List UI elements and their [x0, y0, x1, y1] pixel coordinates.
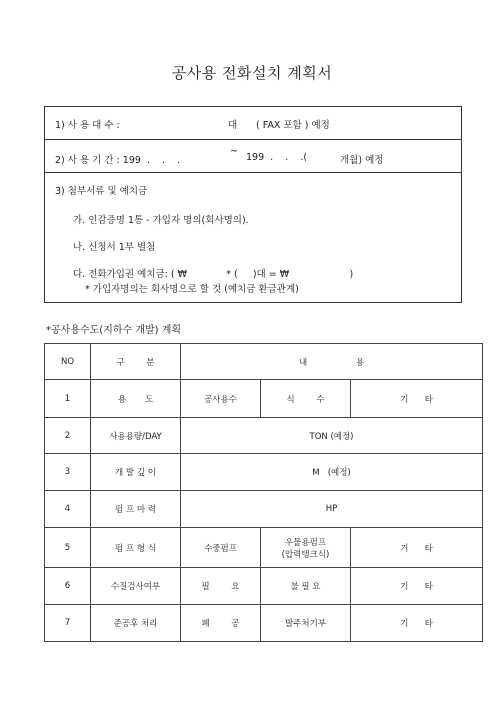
- usage-period-label: 2) 사 용 기 간 : 199 . . .: [55, 155, 181, 166]
- header-no: NO: [45, 344, 91, 380]
- table-row: [45, 418, 483, 454]
- table-row: [45, 528, 483, 568]
- row-cell-line: 우물용펌프: [284, 537, 327, 548]
- row-cell: 불 필 요: [261, 568, 351, 605]
- usage-period-mid: 199 . . .(: [246, 152, 308, 163]
- row-label: 개 발 깊 이: [91, 454, 181, 491]
- row-label: 수질검사여부: [91, 568, 181, 605]
- attachments-row: [45, 173, 461, 302]
- attachment-c: 다. 전화가입권 예치금: ( ₩ * ( )대 = ₩ ): [73, 269, 354, 280]
- row-cell: 기 타: [351, 528, 483, 568]
- row-cell: 수중펌프: [181, 528, 261, 568]
- row-cell: 필 요: [181, 568, 261, 605]
- row-cell: 식 수: [261, 380, 351, 418]
- row-no: 2: [45, 418, 91, 454]
- table-row: [45, 568, 483, 605]
- header-naeyong: 내 용: [181, 344, 483, 380]
- row-merged: HP: [181, 491, 483, 528]
- section-title: *공사용수도(지하수 개발) 계획: [46, 325, 182, 336]
- row-cell: 기 타: [351, 605, 483, 642]
- usage-period-tail: 개월) 예정: [340, 155, 384, 166]
- page-title: 공사용 전화설치 계획서: [171, 64, 333, 82]
- table-row: [45, 605, 483, 642]
- table-row: [45, 454, 483, 491]
- usage-period-tilde: ~: [230, 146, 238, 157]
- table-header-row: [45, 344, 483, 380]
- usage-count-label: 1) 사 용 대 수 :: [55, 120, 120, 131]
- usage-period-row: [45, 140, 461, 173]
- row-no: 7: [45, 605, 91, 642]
- row-cell: 기 타: [351, 380, 483, 418]
- row-cell: 폐 공: [181, 605, 261, 642]
- row-merged: TON (예정): [181, 418, 483, 454]
- row-cell: [261, 528, 351, 568]
- usage-count-unit: 대: [228, 120, 238, 131]
- phone-plan-box: [44, 106, 462, 303]
- table-row: [45, 380, 483, 418]
- row-no: 3: [45, 454, 91, 491]
- attachment-b: 나. 신청서 1부 별첨: [73, 242, 156, 253]
- row-cell: 기 타: [351, 568, 483, 605]
- row-merged: M (예정): [181, 454, 483, 491]
- row-label: 용 도: [91, 380, 181, 418]
- water-plan-table: [44, 343, 483, 642]
- row-no: 4: [45, 491, 91, 528]
- attachments-label: 3) 첨부서류 및 예치금: [55, 186, 148, 197]
- row-cell: 발주처기부: [261, 605, 351, 642]
- header-gubun: 구 분: [91, 344, 181, 380]
- usage-count-row: [45, 107, 461, 140]
- row-no: 1: [45, 380, 91, 418]
- attachment-a: 가. 인감증명 1통 - 가입자 명의(회사명의).: [73, 215, 249, 226]
- table-row: [45, 491, 483, 528]
- attachment-note: * 가입자명의는 회사명으로 할 것 (예치금 환급관계): [85, 284, 299, 295]
- row-no: 6: [45, 568, 91, 605]
- row-label: 펌 프 마 력: [91, 491, 181, 528]
- row-label: 펌 프 형 식: [91, 528, 181, 568]
- row-label: 준공후 처리: [91, 605, 181, 642]
- usage-count-tail: ( FAX 포함 ) 예정: [256, 120, 330, 131]
- row-cell-line: (압력탱크식): [281, 549, 330, 560]
- row-label: 사용용량/DAY: [91, 418, 181, 454]
- row-cell: 공사용수: [181, 380, 261, 418]
- row-no: 5: [45, 528, 91, 568]
